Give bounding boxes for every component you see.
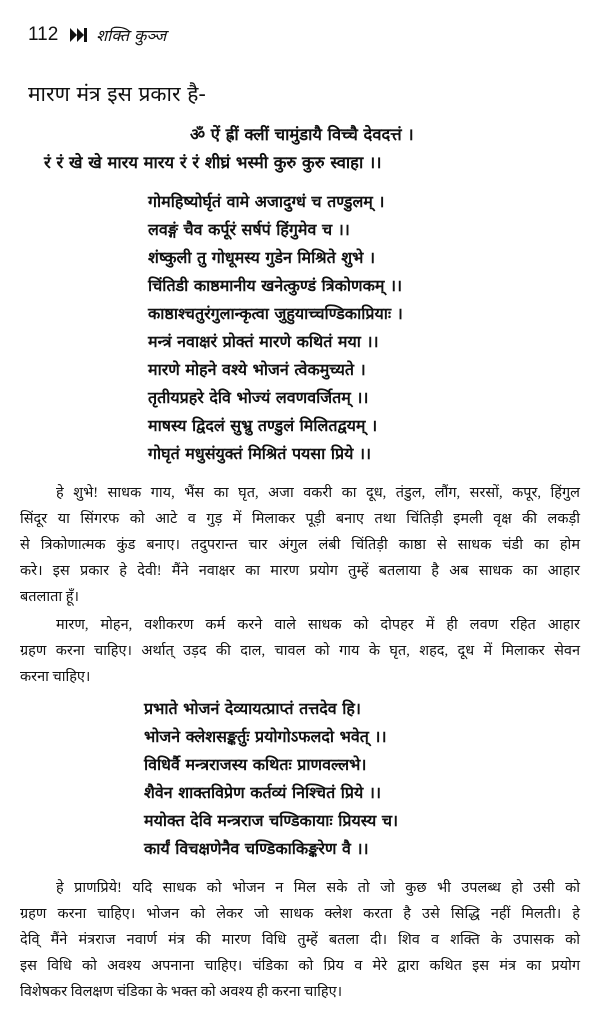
paragraph-line: करे। इस प्रकार हे देवी! मैंने नवाक्षर का मारण प्रयोग तुम्हें बतलाया है अब साधक का आहार <box>20 563 580 579</box>
paragraph-line: ग्रहण करना चाहिए। अर्थात् उड़द की दाल, चावल को गाय के घृत, शहद, दूध में मिलाकर सेवन <box>20 643 580 659</box>
verse-line: गोमहिष्योर्घृतं वामे अजादुग्धं च तण्डुलम् । <box>148 192 385 211</box>
paragraph-line: मारण, मोहन, वशीकरण कर्म करने वाले साधक को दोपहर में ही लवण रहित आहार <box>56 617 580 633</box>
verse-line: माषस्य द्विदलं सुभ्रु तण्डुलं मिलितद्वयम् । <box>148 416 378 435</box>
paragraph-line: इस विधि को अवश्य अपनाना चाहिए। चंडिका को प्रिय व मेरे द्वारा कथित इस मंत्र का प्रयोग <box>20 958 580 974</box>
verse-line: शैवेन शाक्तविप्रेण कर्तव्यं निश्चितं प्रिये ।। <box>144 783 382 802</box>
verse-line: भोजने क्लेशसङ्कर्तुः प्रयोगोऽफलदो भवेत् ।। <box>144 727 387 746</box>
verse-line: शंष्कुली तु गोधूमस्य गुडेन मिश्रिते शुभे । <box>148 248 376 267</box>
mantra-line: रं रं खे खे मारय मारय रं रं शीघ्रं भस्मी कुरु कुरु स्वाहा ।। <box>44 153 382 172</box>
verse-line: मारणे मोहने वश्ये भोजनं त्वेकमुच्यते । <box>148 360 366 379</box>
paragraph-line: देवि् मैंने मंत्रराज नवार्ण मंत्र की मारण विधि तुम्हें बतला दी। शिव व शक्ति के उपासक को <box>20 932 580 948</box>
paragraph-line: विशेषकर विलक्षण चंडिका के भक्त को अवश्य ही करना चाहिए। <box>20 984 343 1000</box>
verse-line: काष्ठाश्चतुरंगुलान्कृत्वा जुहुयाच्चण्डिकाप्रियाः । <box>148 304 403 323</box>
paragraph-line: बतलाता हूँ। <box>20 589 79 605</box>
mantra-line: ॐ ऐं ह्रीं क्लीं चामुंडायै विच्चै देवदत्तं । <box>190 125 414 144</box>
verse-line: मन्त्रं नवाक्षरं प्रोक्तं मारणे कथितं मया ।। <box>148 332 379 351</box>
paragraph-line: करना चाहिए। <box>20 669 91 685</box>
paragraph-line: हे शुभे! साधक गाय, भैंस का घृत, अजा वकरी का दूध, तंडुल, लौंग, सरसों, कपूर, हिंगुल <box>56 485 580 501</box>
running-title: शक्ति कुञ्ज <box>96 26 167 45</box>
paragraph-line: ग्रहण करना चाहिए। भोजन को लेकर जो साधक क्लेश करता है उसे सिद्धि नहीं मिलती। हे <box>20 906 580 922</box>
verse-line: प्रभाते भोजनं देव्यायत्प्राप्तं तत्तदेव हि। <box>144 699 361 718</box>
forward-arrows-icon <box>70 28 88 42</box>
paragraph-line: से त्रिकोणात्मक कुंड बनाए। तदुपरान्त चार अंगुल लंबी चिंतिड़ी काष्ठा से साधक चंडी का होम <box>20 537 580 553</box>
section-heading: मारण मंत्र इस प्रकार है- <box>28 82 206 106</box>
verse-line: गोघृतं मधुसंयुक्तं मिश्रितं पयसा प्रिये ।। <box>148 444 372 463</box>
paragraph-line: सिंदूर या सिंगरफ को आटे व गुड़ में मिलाकर पूड़ी बनाए तथा चिंतिड़ी इमली वृक्ष की लकड़ी <box>20 511 580 527</box>
verse-line: कार्यं विचक्षणेनैव चण्डिकाकिङ्करेण वै ।। <box>144 839 369 858</box>
paragraph-line: हे प्राणप्रिये! यदि साधक को भोजन न मिल सके तो जो कुछ भी उपलब्ध हो उसी को <box>56 880 580 896</box>
verse-line: लवङ्गं चैव कर्पूरं सर्षपं हिंगुमेव च ।। <box>148 220 350 239</box>
page-number: 112 <box>28 24 59 45</box>
verse-line: तृतीयप्रहरे देवि भोज्यं लवणवर्जितम् ।। <box>148 388 369 407</box>
verse-line: मयोक्त देवि मन्त्रराज चण्डिकायाः प्रियस्य च। <box>144 811 399 830</box>
verse-line: विधिर्वै मन्त्रराजस्य कथितः प्राणवल्लभे। <box>144 755 367 774</box>
page-header <box>28 22 166 48</box>
verse-line: चिंतिडी काष्ठमानीय खनेत्कुण्डं त्रिकोणकम् ।। <box>148 276 403 295</box>
